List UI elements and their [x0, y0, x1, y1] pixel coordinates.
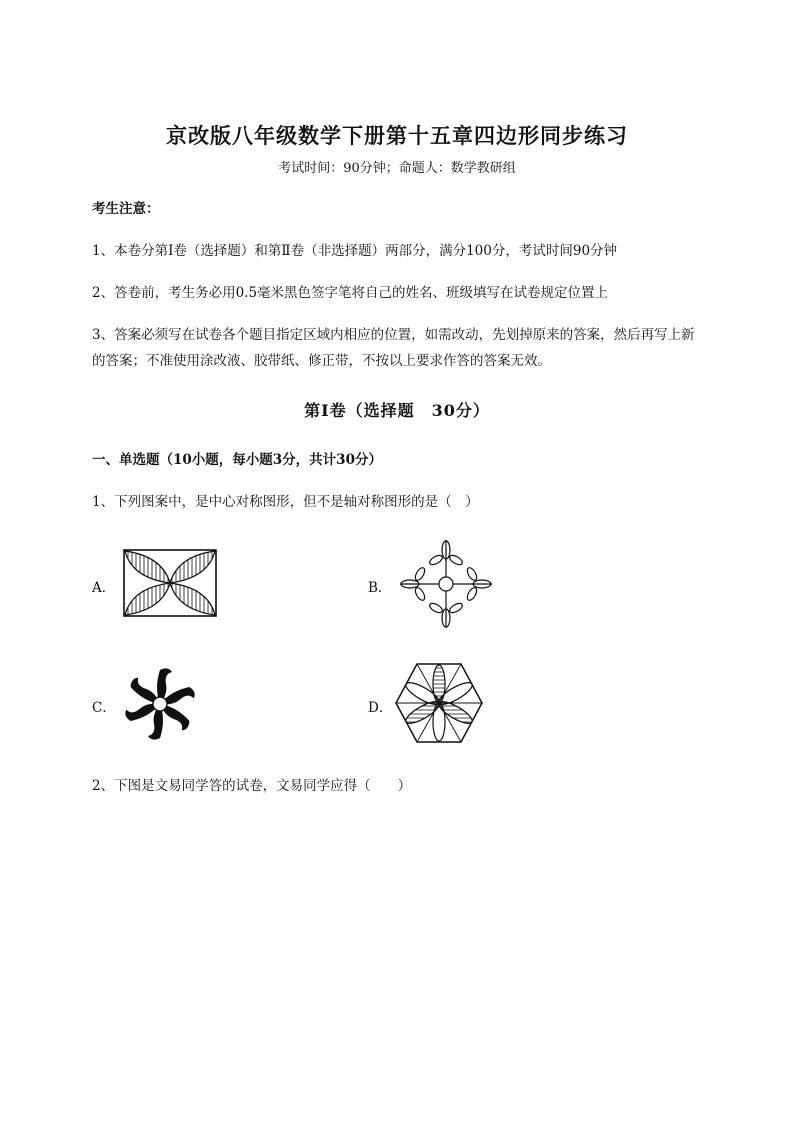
- option-a-figure: [122, 548, 218, 618]
- notice-heading: 考生注意：: [92, 201, 160, 217]
- option-c-label: C．: [92, 700, 116, 716]
- option-b-label: B．: [368, 580, 392, 596]
- notice-item-3-cont: 的答案；不准使用涂改液、胶带纸、修正带，不按以上要求作答的答案无效。: [92, 353, 551, 369]
- option-d-label: D．: [368, 700, 393, 716]
- option-c-figure: [118, 662, 202, 746]
- option-d-figure: [394, 662, 484, 744]
- option-b-figure: [396, 536, 496, 632]
- notice-item-2: 2、答卷前，考生务必用0.5毫米黑色签字笔将自己的姓名、班级填写在试卷规定位置上: [92, 285, 609, 301]
- notice-item-1: 1、本卷分第I卷（选择题）和第Ⅱ卷（非选择题）两部分，满分100分，考试时间90分钟: [92, 243, 618, 259]
- question-1-text: 1、下列图案中，是中心对称图形，但不是轴对称图形的是（ ）: [92, 494, 479, 510]
- notice-item-3: 3、答案必须写在试卷各个题目指定区域内相应的位置，如需改动，先划掉原来的答案，然后再写上新: [92, 327, 695, 343]
- question-2-text: 2、下图是文易同学答的试卷，文易同学应得（ ）: [92, 778, 412, 794]
- section-title: 第I卷（选择题 30分）: [304, 401, 490, 420]
- option-a-label: A．: [92, 580, 116, 596]
- part-title: 一、单选题（10小题，每小题3分，共计30分）: [92, 452, 382, 468]
- page-title: 京改版八年级数学下册第十五章四边形同步练习: [166, 123, 628, 148]
- page-subtitle: 考试时间：90分钟；命题人：数学教研组: [278, 161, 516, 176]
